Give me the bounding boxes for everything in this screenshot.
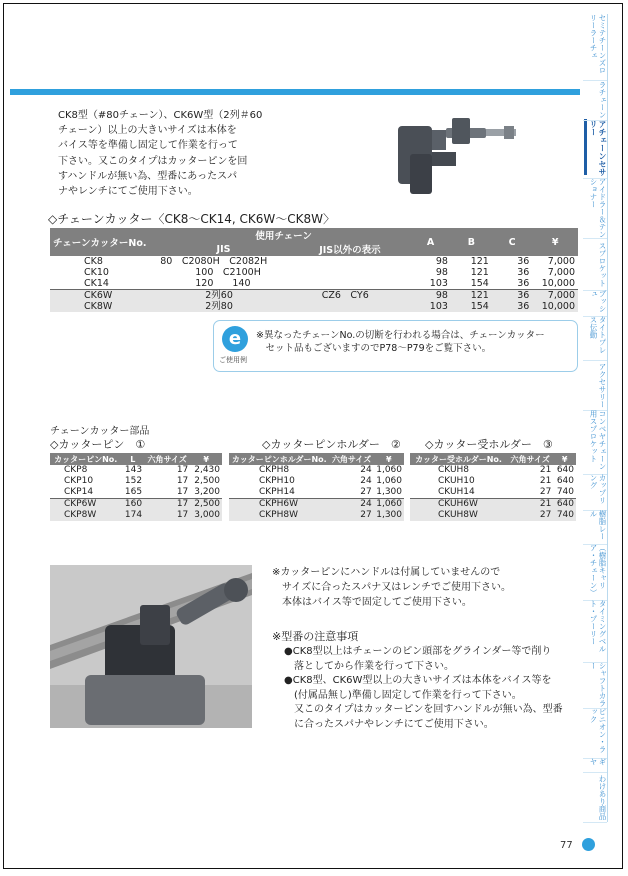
- cell: 165: [124, 487, 143, 497]
- col-price: ¥: [190, 453, 222, 465]
- cell-b: 154: [451, 301, 492, 312]
- sidebar-tab-0[interactable]: セミテチーンズロリーラーチェ: [583, 14, 607, 81]
- cell: CKUH6W: [410, 499, 507, 511]
- cell: 27: [360, 487, 372, 497]
- cell: 152: [124, 476, 143, 486]
- intro-line: CK8型（#80チェーン）、CK6W型（2列＃60: [58, 110, 263, 121]
- caution-line: に合ったスパナやレンチにてご使用下さい。: [284, 718, 494, 730]
- caution-line: ●CK8型以上はチェーンのピン頭部をグラインダー等で削り: [284, 646, 552, 657]
- table-row: [50, 256, 578, 267]
- page-dot-icon: [582, 838, 595, 851]
- cell: 740: [553, 510, 576, 521]
- cell: CKP14: [64, 487, 94, 497]
- table-row: [229, 499, 404, 511]
- usage-example-box: [213, 320, 578, 372]
- usage-note-line: ※異なったチェーンNo.の切断を行われる場合は、チェーンカッター: [256, 330, 545, 341]
- cell: 27: [507, 510, 553, 521]
- caution-line: (付属品無し)準備し固定して作業を行って下さい。: [284, 689, 522, 701]
- col-c: C: [492, 228, 533, 256]
- table-row: [50, 476, 222, 487]
- sidebar-tab-6[interactable]: タイトプレス伝動: [583, 316, 607, 361]
- cell: 24: [360, 465, 372, 475]
- cutter-section-title: ◇チェーンカッター〈CK8～CK14, CK6W～CK8W〉: [48, 212, 336, 226]
- cell: 21: [539, 476, 552, 486]
- cell: 27: [539, 487, 552, 497]
- col-holder-no: カッターピンホルダーNo.: [229, 453, 330, 465]
- cell-c: 36: [517, 278, 530, 289]
- cell: 24: [360, 476, 372, 486]
- cell-jis: 120 140: [195, 278, 251, 289]
- cell: CKPH10: [259, 476, 295, 486]
- cell: 1,060: [376, 465, 402, 475]
- intro-line: バイス等を準備し固定して作業を行って: [58, 140, 238, 152]
- cell: CKUH8: [438, 465, 470, 475]
- cell: 640: [553, 499, 576, 511]
- table-row: [410, 510, 576, 521]
- handle-note-line: 本体はバイス等で固定してご使用下さい。: [272, 597, 472, 608]
- cell-a: 98: [435, 256, 448, 267]
- caution-title: ※型番の注意事項: [272, 630, 359, 643]
- cell-non-jis: [290, 256, 410, 267]
- pin-holder-table: [229, 453, 404, 521]
- col-price: ¥: [532, 228, 578, 256]
- cell-c: 36: [517, 256, 530, 267]
- sidebar-tab-11[interactable]: （樹脂キャリア・チェーン）: [583, 544, 607, 601]
- cell: 24: [330, 499, 374, 511]
- col-l: L: [122, 453, 145, 465]
- cell: CKP10: [64, 476, 94, 486]
- header-rule: [10, 89, 580, 95]
- cell: CKUH8W: [410, 510, 507, 521]
- col-non-jis: JIS以外の表示: [290, 242, 410, 256]
- cell-jis: 2列60: [157, 290, 290, 302]
- table-row: [50, 465, 222, 476]
- caution-line: 又このタイプはカッターピンを回すハンドルが無い為、型番: [284, 704, 563, 715]
- cell: 17: [176, 476, 189, 486]
- sidebar-divider: [607, 14, 608, 822]
- page-number: 77: [560, 840, 573, 851]
- table-row: [50, 290, 578, 302]
- col-chain: 使用チェーン: [157, 228, 410, 242]
- table-row: [229, 487, 404, 499]
- usage-example-icon[interactable]: e: [222, 326, 248, 352]
- sidebar-tab-7[interactable]: アクセサリー: [583, 360, 607, 411]
- handle-note: [272, 565, 511, 610]
- cell: CKUH10: [438, 476, 475, 486]
- table-row: [410, 487, 576, 499]
- cell: CKP8: [64, 465, 88, 475]
- pin-holder-title: ◇カッターピンホルダー ②: [262, 438, 401, 451]
- col-a: A: [410, 228, 451, 256]
- sidebar-tab-3[interactable]: アイドラー＆テンショナー: [583, 178, 607, 239]
- table-row: [50, 301, 578, 312]
- table-row: [229, 476, 404, 487]
- cell: 1,060: [376, 476, 402, 486]
- receiver-holder-table: [410, 453, 576, 521]
- caution-line: ●CK8型、CK6W型以上の大きいサイズは本体をバイス等を: [284, 675, 552, 686]
- cell-model: CK8: [84, 256, 103, 267]
- receiver-holder-title: ◇カッター受ホルダー ③: [425, 438, 553, 451]
- chain-cutter-table: [50, 228, 578, 312]
- col-hex: 六角サイズ: [144, 453, 190, 465]
- col-price: ¥: [553, 453, 576, 465]
- cell-c: 36: [517, 267, 530, 278]
- parts-title: チェーンカッター部品: [50, 426, 150, 437]
- cell-model: CK8W: [50, 301, 157, 312]
- usage-note: [256, 329, 545, 355]
- cell: 17: [144, 510, 190, 521]
- intro-text: [58, 108, 278, 199]
- chain-cutter-photo: [380, 104, 530, 204]
- cell-model: CK14: [84, 278, 109, 289]
- cell: CKPH6W: [229, 499, 330, 511]
- cell-price: 10,000: [532, 301, 578, 312]
- sidebar-tab-15[interactable]: ギヤ: [583, 758, 607, 773]
- cell: 1,060: [374, 499, 404, 511]
- cell: CKP8W: [50, 510, 122, 521]
- cell-b: 121: [451, 290, 492, 302]
- cell: 17: [176, 487, 189, 497]
- cell: 3,000: [190, 510, 222, 521]
- cell-price: 10,000: [541, 278, 575, 289]
- cell-b: 154: [470, 278, 489, 289]
- handle-note-line: ※カッターピンにハンドルは付属していませんので: [272, 567, 501, 578]
- cell: 740: [556, 487, 574, 497]
- handle-note-line: サイズに合ったスパナ又はレンチでご使用下さい。: [272, 582, 511, 593]
- table-row: [229, 465, 404, 476]
- cell-a: 103: [410, 301, 451, 312]
- caution-notes: [284, 645, 563, 732]
- cell-jis: 100 C2100H: [195, 267, 261, 278]
- cutter-pin-table: [50, 453, 222, 521]
- col-model: チェーンカッターNo.: [50, 228, 157, 256]
- intro-line: ナやレンチにてご使用下さい。: [58, 186, 198, 198]
- cell-non-jis: [290, 301, 410, 312]
- col-receiver-no: カッター受ホルダーNo.: [410, 453, 507, 465]
- cell: 27: [330, 510, 374, 521]
- col-b: B: [451, 228, 492, 256]
- cell: 21: [507, 499, 553, 511]
- cell: 17: [144, 499, 190, 511]
- usage-note-line: セット品もございますのでP78～P79をご覧下さい。: [256, 343, 492, 354]
- cell-model: CK6W: [50, 290, 157, 302]
- cell: 1,300: [376, 487, 402, 497]
- intro-line: 下さい。又このタイプはカッターピンを回: [58, 155, 248, 167]
- cell-price: 7,000: [547, 267, 575, 278]
- col-hex: 六角サイズ: [507, 453, 553, 465]
- table-row: [410, 476, 576, 487]
- cell-non-jis: [290, 278, 410, 290]
- cell-price: 7,000: [532, 290, 578, 302]
- cell-model: CK10: [84, 267, 109, 278]
- sidebar-tab-4[interactable]: スプロケット: [583, 238, 607, 291]
- cutter-pin-title: ◇カッターピン ①: [50, 438, 146, 451]
- cell-jis: 80 C2080H C2082H: [160, 256, 268, 267]
- table-row: [50, 499, 222, 511]
- table-row: [50, 278, 578, 290]
- sidebar-tab-2[interactable]: アチェーンセサリー: [583, 120, 607, 179]
- cell: 3,200: [194, 487, 220, 497]
- cell: 640: [556, 476, 574, 486]
- cell-a: 103: [429, 278, 448, 289]
- sidebar-tab-10[interactable]: 樹脂レール: [583, 510, 607, 545]
- col-hex: 六角サイズ: [330, 453, 374, 465]
- cell: 1,300: [374, 510, 404, 521]
- cell: 2,500: [190, 499, 222, 511]
- sidebar-index: [583, 14, 607, 826]
- cell: CKPH8: [259, 465, 290, 475]
- cell: 174: [122, 510, 145, 521]
- cell-b: 121: [470, 267, 489, 278]
- caution-line: 落としてから作業を行って下さい。: [284, 660, 454, 672]
- table-row: [50, 510, 222, 521]
- sidebar-tab-9[interactable]: カップリング: [583, 474, 607, 511]
- cell: 17: [176, 465, 189, 475]
- cell-a: 98: [410, 290, 451, 302]
- intro-line: すハンドルが無い為、型番にあったスパ: [58, 170, 238, 182]
- sidebar-tab-13[interactable]: シャフトカラー: [583, 662, 607, 709]
- sidebar-tab-1[interactable]: ラチェーン: [583, 80, 607, 121]
- cell-a: 98: [435, 267, 448, 278]
- sidebar-tab-8[interactable]: コンベヤチェーン用スプロケット: [583, 410, 607, 475]
- cell: CKP6W: [50, 499, 122, 511]
- col-pin-no: カッターピンNo.: [50, 453, 122, 465]
- cell: CKPH14: [259, 487, 295, 497]
- table-row: [410, 499, 576, 511]
- col-jis: JIS: [157, 242, 290, 256]
- intro-line: チェーン）以上の大きいサイズは本体を: [58, 125, 237, 137]
- cell: 2,500: [194, 476, 220, 486]
- table-row: [50, 487, 222, 499]
- cell-c: 36: [492, 290, 533, 302]
- table-row: [410, 465, 576, 476]
- cell: 640: [556, 465, 574, 475]
- sidebar-tab-5[interactable]: ブッシュ: [583, 290, 607, 317]
- table-row: [229, 510, 404, 521]
- cell: 143: [124, 465, 143, 475]
- table-row: [50, 267, 578, 278]
- cell-jis: 2列80: [157, 301, 290, 312]
- cell-non-jis: [290, 267, 410, 278]
- cell: 21: [539, 465, 552, 475]
- cell-non-jis: CZ6 CY6: [290, 290, 410, 302]
- sidebar-tab-12[interactable]: タイミングベルト・プーリー: [583, 600, 607, 663]
- cell: CKPH8W: [229, 510, 330, 521]
- col-price: ¥: [374, 453, 404, 465]
- usage-photo: [50, 565, 252, 728]
- sidebar-tab-14[interactable]: ピニオン・ラック: [583, 708, 607, 759]
- cell-c: 36: [492, 301, 533, 312]
- cell: 2,430: [194, 465, 220, 475]
- cell: CKUH14: [438, 487, 475, 497]
- sidebar-tab-16[interactable]: わけあり商品: [583, 772, 607, 823]
- cell-price: 7,000: [547, 256, 575, 267]
- cell: 160: [122, 499, 145, 511]
- usage-example-label: ご使用例: [219, 356, 247, 364]
- cell-b: 121: [470, 256, 489, 267]
